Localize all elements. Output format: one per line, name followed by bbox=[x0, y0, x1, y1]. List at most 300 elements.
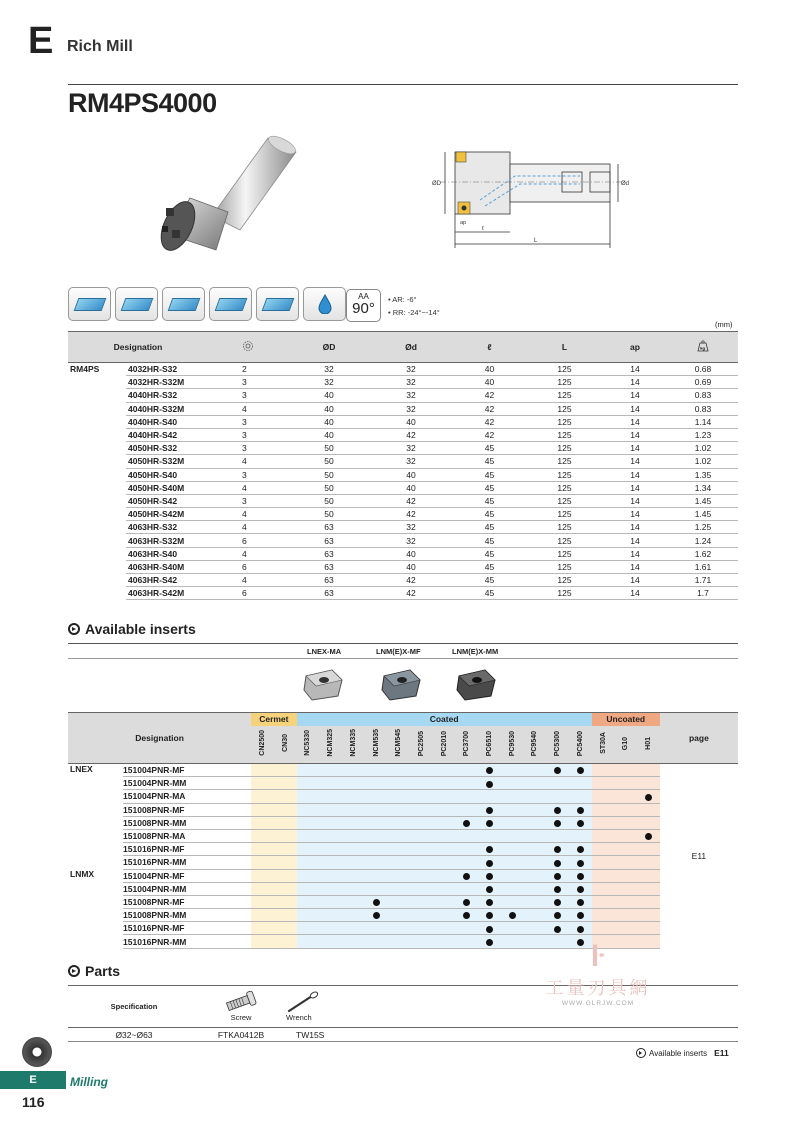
value-cell: 1.02 bbox=[668, 442, 738, 455]
grade-cell bbox=[274, 882, 297, 895]
grade-cell bbox=[319, 869, 342, 882]
value-cell: 40 bbox=[370, 415, 452, 428]
value-cell: 3 bbox=[208, 468, 288, 481]
insert-designation: 151016PNR-MF bbox=[123, 843, 251, 856]
grade-cell bbox=[387, 803, 410, 816]
grade-cell bbox=[274, 777, 297, 790]
grade-cell bbox=[478, 764, 501, 777]
value-cell: 125 bbox=[527, 376, 602, 389]
available-dot-icon bbox=[486, 767, 493, 774]
value-cell: 45 bbox=[452, 494, 527, 507]
grade-cell bbox=[637, 843, 660, 856]
grade-cell bbox=[319, 843, 342, 856]
value-cell: 45 bbox=[452, 587, 527, 600]
value-cell: 4 bbox=[208, 455, 288, 468]
grade-cell bbox=[410, 882, 433, 895]
designation-cell: 4050HR-S32M bbox=[126, 455, 208, 468]
page-reference[interactable]: E11 bbox=[691, 851, 707, 862]
grade-cell bbox=[342, 856, 365, 869]
value-cell: 4 bbox=[208, 402, 288, 415]
value-cell: 2 bbox=[208, 363, 288, 376]
designation-cell: 4040HR-S40 bbox=[126, 415, 208, 428]
grade-cell bbox=[365, 777, 388, 790]
grade-cell bbox=[592, 764, 615, 777]
grade-cell bbox=[592, 803, 615, 816]
grade-cell bbox=[342, 935, 365, 948]
value-cell: 4 bbox=[208, 508, 288, 521]
parts-spec-value: Ø32~Ø63 bbox=[68, 1028, 200, 1042]
grade-cell bbox=[614, 816, 637, 829]
grade-cell bbox=[546, 895, 569, 908]
grade-cell bbox=[251, 803, 274, 816]
grade-cell bbox=[455, 764, 478, 777]
grade-cell bbox=[524, 829, 547, 842]
grade-cell bbox=[592, 922, 615, 935]
value-cell: 50 bbox=[288, 481, 370, 494]
grade-cell bbox=[274, 764, 297, 777]
grade-cell bbox=[297, 816, 320, 829]
table-row bbox=[68, 415, 738, 428]
grade-label: PC5300 bbox=[554, 730, 562, 756]
value-cell: 125 bbox=[527, 363, 602, 376]
header-weight bbox=[668, 332, 738, 363]
insert-designation: 151016PNR-MF bbox=[123, 922, 251, 935]
grade-label: CN30 bbox=[281, 734, 289, 753]
grade-cell bbox=[387, 856, 410, 869]
header-l: ℓ bbox=[452, 332, 527, 363]
grade-cell bbox=[274, 922, 297, 935]
insert-row bbox=[68, 882, 738, 895]
available-dot-icon bbox=[645, 794, 652, 801]
table-row bbox=[68, 560, 738, 573]
grade-cell bbox=[274, 816, 297, 829]
available-inserts-title: Available inserts bbox=[85, 621, 196, 637]
product-title: RM4PS4000 bbox=[68, 88, 217, 118]
table-row bbox=[68, 508, 738, 521]
insert-type-lnmx-mm: LNM(E)X-MM bbox=[452, 647, 499, 656]
table-row bbox=[68, 494, 738, 507]
grade-cell bbox=[297, 869, 320, 882]
parts-screw-label: Screw bbox=[230, 1013, 252, 1022]
grade-cell bbox=[637, 816, 660, 829]
grade-cell bbox=[524, 909, 547, 922]
grade-cell bbox=[455, 895, 478, 908]
value-cell: 45 bbox=[452, 508, 527, 521]
grade-cell bbox=[433, 922, 456, 935]
designation-cell: 4063HR-S40M bbox=[126, 560, 208, 573]
available-inserts-heading bbox=[68, 621, 196, 637]
available-dot-icon bbox=[577, 767, 584, 774]
insert-row bbox=[68, 803, 738, 816]
value-cell: 125 bbox=[527, 389, 602, 402]
value-cell: 63 bbox=[288, 560, 370, 573]
grade-cell bbox=[365, 829, 388, 842]
insert-type-lnmx-mf: LNM(E)X-MF bbox=[376, 647, 421, 656]
value-cell: 0.83 bbox=[668, 402, 738, 415]
group-coated: Coated bbox=[297, 713, 592, 726]
value-cell: 3 bbox=[208, 376, 288, 389]
tool-drawing bbox=[430, 140, 640, 255]
grade-cell bbox=[614, 829, 637, 842]
grade-label: NC5330 bbox=[304, 730, 312, 757]
value-cell: 14 bbox=[602, 481, 668, 494]
grade-cell bbox=[274, 790, 297, 803]
grade-cell bbox=[387, 777, 410, 790]
value-cell: 40 bbox=[288, 402, 370, 415]
weight-icon bbox=[696, 340, 710, 352]
grade-cell bbox=[319, 922, 342, 935]
arrow-circle-icon bbox=[68, 965, 80, 977]
value-cell: 42 bbox=[370, 428, 452, 441]
insert-group-label: LNEX bbox=[70, 764, 93, 774]
parts-header-wrench bbox=[282, 986, 738, 1028]
grade-cell bbox=[501, 777, 524, 790]
grade-cell bbox=[524, 922, 547, 935]
grade-cell bbox=[524, 764, 547, 777]
watermark-text: 工量刃具網 bbox=[545, 978, 651, 998]
grade-cell bbox=[501, 909, 524, 922]
grade-cell bbox=[455, 869, 478, 882]
grade-cell bbox=[524, 803, 547, 816]
value-cell: 3 bbox=[208, 442, 288, 455]
grade-cell bbox=[319, 909, 342, 922]
grade-cell bbox=[524, 882, 547, 895]
value-cell: 63 bbox=[288, 534, 370, 547]
grade-cell bbox=[455, 856, 478, 869]
grade-cell bbox=[433, 856, 456, 869]
grade-cell bbox=[501, 935, 524, 948]
value-cell: 32 bbox=[288, 376, 370, 389]
grade-cell bbox=[342, 895, 365, 908]
grade-cell bbox=[569, 764, 592, 777]
grade-cell bbox=[524, 816, 547, 829]
grade-header bbox=[387, 726, 410, 764]
table-row bbox=[68, 363, 738, 376]
insert-designation: 151016PNR-MM bbox=[123, 856, 251, 869]
grade-cell bbox=[297, 843, 320, 856]
wrench-icon bbox=[286, 991, 320, 1013]
grade-cell bbox=[478, 869, 501, 882]
value-cell: 14 bbox=[602, 521, 668, 534]
grade-cell bbox=[297, 777, 320, 790]
grade-header bbox=[546, 726, 569, 764]
designation-cell: 4063HR-S32M bbox=[126, 534, 208, 547]
value-cell: 40 bbox=[288, 415, 370, 428]
grade-cell bbox=[342, 764, 365, 777]
drawing-label-ap: ap bbox=[460, 220, 467, 226]
grade-cell bbox=[592, 856, 615, 869]
grade-header bbox=[524, 726, 547, 764]
application-icons bbox=[68, 287, 346, 321]
value-cell: 3 bbox=[208, 415, 288, 428]
grade-cell bbox=[501, 882, 524, 895]
insert-header-designation: Designation bbox=[68, 713, 251, 764]
value-cell: 14 bbox=[602, 468, 668, 481]
group-label: RM4PS bbox=[70, 364, 100, 374]
value-cell: 42 bbox=[370, 574, 452, 587]
designation-cell: 4050HR-S42M bbox=[126, 508, 208, 521]
value-cell: 32 bbox=[370, 521, 452, 534]
page-number: 116 bbox=[22, 1094, 45, 1110]
grade-cell bbox=[546, 816, 569, 829]
screw-icon bbox=[223, 991, 259, 1013]
designation-cell: 4063HR-S42 bbox=[126, 574, 208, 587]
grade-cell bbox=[614, 882, 637, 895]
grade-cell bbox=[319, 816, 342, 829]
grade-cell bbox=[546, 909, 569, 922]
available-dot-icon bbox=[463, 820, 470, 827]
grade-cell bbox=[387, 935, 410, 948]
insert-row bbox=[68, 764, 738, 777]
grade-cell bbox=[569, 829, 592, 842]
grade-cell bbox=[274, 856, 297, 869]
available-dot-icon bbox=[509, 912, 516, 919]
designation-cell: 4050HR-S42 bbox=[126, 494, 208, 507]
available-dot-icon bbox=[577, 873, 584, 880]
grade-cell bbox=[501, 895, 524, 908]
grade-label: NCM325 bbox=[327, 729, 335, 758]
coolant-icon bbox=[303, 287, 346, 321]
table-row bbox=[68, 574, 738, 587]
grade-cell bbox=[569, 856, 592, 869]
insert-designation: 151008PNR-MM bbox=[123, 816, 251, 829]
designation-cell: 4050HR-S40 bbox=[126, 468, 208, 481]
grade-label: PC9530 bbox=[508, 730, 516, 756]
grade-cell bbox=[319, 935, 342, 948]
value-cell: 45 bbox=[452, 574, 527, 587]
grade-cell bbox=[410, 909, 433, 922]
grade-cell bbox=[637, 922, 660, 935]
grade-cell bbox=[365, 790, 388, 803]
svg-text:kg: kg bbox=[700, 345, 705, 351]
available-dot-icon bbox=[645, 833, 652, 840]
grade-cell bbox=[524, 895, 547, 908]
grade-cell bbox=[410, 935, 433, 948]
grade-header bbox=[319, 726, 342, 764]
value-cell: 40 bbox=[452, 363, 527, 376]
grade-header bbox=[297, 726, 320, 764]
grade-cell bbox=[478, 935, 501, 948]
grade-cell bbox=[297, 909, 320, 922]
grade-cell bbox=[297, 922, 320, 935]
available-dot-icon bbox=[486, 807, 493, 814]
value-cell: 45 bbox=[452, 534, 527, 547]
value-cell: 14 bbox=[602, 547, 668, 560]
grade-cell bbox=[455, 882, 478, 895]
grade-cell bbox=[251, 869, 274, 882]
value-cell: 32 bbox=[370, 455, 452, 468]
available-dot-icon bbox=[486, 781, 493, 788]
value-cell: 50 bbox=[288, 468, 370, 481]
grade-cell bbox=[524, 856, 547, 869]
available-dot-icon bbox=[463, 873, 470, 880]
tool-photo bbox=[150, 130, 310, 260]
value-cell: 14 bbox=[602, 363, 668, 376]
drawing-label-L: L bbox=[534, 238, 538, 244]
value-cell: 1.23 bbox=[668, 428, 738, 441]
value-cell: 125 bbox=[527, 560, 602, 573]
value-cell: 6 bbox=[208, 534, 288, 547]
chapter-letter: E bbox=[28, 20, 54, 62]
available-dot-icon bbox=[486, 912, 493, 919]
value-cell: 0.69 bbox=[668, 376, 738, 389]
insert-row bbox=[68, 869, 738, 882]
table-row bbox=[68, 534, 738, 547]
grade-header bbox=[251, 726, 274, 764]
grade-cell bbox=[455, 935, 478, 948]
grade-cell bbox=[455, 843, 478, 856]
axial-rake-note: • AR: -6° bbox=[388, 295, 417, 304]
grade-cell bbox=[592, 816, 615, 829]
table-row bbox=[68, 468, 738, 481]
grade-header bbox=[455, 726, 478, 764]
grade-cell bbox=[387, 764, 410, 777]
watermark-url: WWW.GLRJW.COM bbox=[561, 1000, 635, 1007]
available-dot-icon bbox=[554, 926, 561, 933]
grade-cell bbox=[614, 922, 637, 935]
grade-cell bbox=[569, 882, 592, 895]
insert-designation: 151004PNR-MM bbox=[123, 882, 251, 895]
grade-cell bbox=[319, 764, 342, 777]
available-dot-icon bbox=[577, 846, 584, 853]
grade-cell bbox=[319, 790, 342, 803]
grade-cell bbox=[637, 869, 660, 882]
grade-header bbox=[433, 726, 456, 764]
grade-cell bbox=[455, 777, 478, 790]
grade-cell bbox=[478, 777, 501, 790]
value-cell: 6 bbox=[208, 587, 288, 600]
grade-cell bbox=[297, 803, 320, 816]
grade-cell bbox=[342, 777, 365, 790]
value-cell: 32 bbox=[370, 363, 452, 376]
grade-cell bbox=[501, 829, 524, 842]
grade-cell bbox=[274, 935, 297, 948]
grade-cell bbox=[614, 790, 637, 803]
insert-designation: 151008PNR-MA bbox=[123, 829, 251, 842]
value-cell: 4 bbox=[208, 481, 288, 494]
table-row bbox=[68, 442, 738, 455]
grade-cell bbox=[614, 843, 637, 856]
header-teeth bbox=[208, 332, 288, 363]
grade-label: PC6510 bbox=[486, 730, 494, 756]
grade-cell bbox=[455, 816, 478, 829]
grade-cell bbox=[455, 909, 478, 922]
grade-cell bbox=[387, 816, 410, 829]
designation-cell: 4063HR-S40 bbox=[126, 547, 208, 560]
grade-cell bbox=[433, 777, 456, 790]
grade-header bbox=[637, 726, 660, 764]
grade-cell bbox=[637, 829, 660, 842]
available-dot-icon bbox=[577, 912, 584, 919]
grade-cell bbox=[342, 803, 365, 816]
grade-cell bbox=[319, 895, 342, 908]
grade-cell bbox=[592, 790, 615, 803]
grade-cell bbox=[387, 882, 410, 895]
value-cell: 32 bbox=[370, 389, 452, 402]
inserts-divider-2 bbox=[68, 658, 738, 659]
grade-cell bbox=[546, 882, 569, 895]
watermark-logo: ŀ bbox=[590, 940, 606, 973]
value-cell: 63 bbox=[288, 574, 370, 587]
grade-cell bbox=[524, 869, 547, 882]
insert-designation: 151004PNR-MA bbox=[123, 790, 251, 803]
grade-cell bbox=[433, 935, 456, 948]
available-inserts-link[interactable] bbox=[636, 1048, 729, 1058]
value-cell: 1.24 bbox=[668, 534, 738, 547]
header-d: Ød bbox=[370, 332, 452, 363]
drawing-label-od-big: ØD bbox=[432, 181, 441, 187]
value-cell: 3 bbox=[208, 389, 288, 402]
value-cell: 63 bbox=[288, 587, 370, 600]
available-dot-icon bbox=[554, 820, 561, 827]
insert-designation: 151008PNR-MF bbox=[123, 803, 251, 816]
value-cell: 1.61 bbox=[668, 560, 738, 573]
grade-cell bbox=[614, 803, 637, 816]
grade-cell bbox=[297, 882, 320, 895]
grade-header bbox=[614, 726, 637, 764]
available-dot-icon bbox=[486, 820, 493, 827]
value-cell: 4 bbox=[208, 547, 288, 560]
grade-cell bbox=[478, 816, 501, 829]
value-cell: 42 bbox=[452, 415, 527, 428]
approach-angle-box bbox=[346, 289, 381, 322]
insert-lnmx-mm-icon bbox=[455, 666, 499, 702]
grade-cell bbox=[478, 909, 501, 922]
grade-cell bbox=[387, 909, 410, 922]
grade-cell bbox=[387, 869, 410, 882]
insert-lnmx-mf-icon bbox=[380, 666, 424, 702]
unit-label: (mm) bbox=[715, 320, 733, 329]
designation-cell: 4050HR-S32 bbox=[126, 442, 208, 455]
available-dot-icon bbox=[486, 873, 493, 880]
dimension-table bbox=[68, 331, 738, 600]
grade-label: NCM545 bbox=[395, 729, 403, 758]
grade-cell bbox=[342, 869, 365, 882]
available-dot-icon bbox=[486, 886, 493, 893]
grade-cell bbox=[365, 803, 388, 816]
value-cell: 125 bbox=[527, 547, 602, 560]
grade-cell bbox=[297, 856, 320, 869]
available-dot-icon bbox=[486, 846, 493, 853]
grade-label: H01 bbox=[644, 736, 652, 750]
footer-link-page: E11 bbox=[714, 1048, 729, 1058]
grade-cell bbox=[478, 803, 501, 816]
grade-label: ST30A bbox=[599, 732, 607, 755]
grade-cell bbox=[569, 790, 592, 803]
grade-cell bbox=[387, 829, 410, 842]
grade-cell bbox=[433, 790, 456, 803]
parts-wrench-value: TW15S bbox=[282, 1028, 738, 1042]
grade-cell bbox=[546, 829, 569, 842]
grade-header bbox=[592, 726, 615, 764]
grade-cell bbox=[546, 922, 569, 935]
grade-cell bbox=[433, 895, 456, 908]
available-dot-icon bbox=[486, 926, 493, 933]
grade-cell bbox=[251, 856, 274, 869]
grade-cell bbox=[478, 856, 501, 869]
grade-cell bbox=[297, 764, 320, 777]
grade-cell bbox=[251, 843, 274, 856]
grade-cell bbox=[410, 895, 433, 908]
grade-cell bbox=[433, 803, 456, 816]
insert-grade-table bbox=[68, 712, 738, 949]
grade-cell bbox=[592, 882, 615, 895]
grade-cell bbox=[569, 922, 592, 935]
face-milling-icon bbox=[68, 287, 111, 321]
grade-cell bbox=[365, 922, 388, 935]
available-dot-icon bbox=[577, 860, 584, 867]
insert-row bbox=[68, 777, 738, 790]
